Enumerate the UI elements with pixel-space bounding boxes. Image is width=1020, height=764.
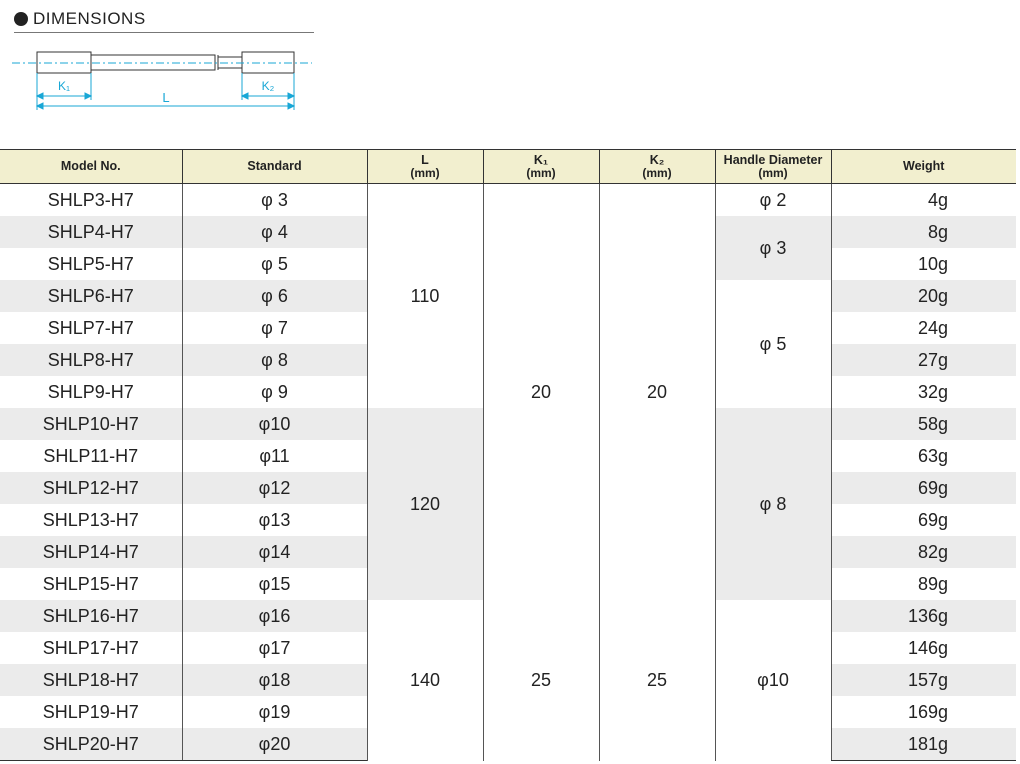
handle-cell: φ10 <box>715 600 831 761</box>
weight-cell: 136g <box>831 600 1016 632</box>
model-cell: SHLP15-H7 <box>0 568 182 600</box>
l-cell: 140 <box>367 600 483 761</box>
standard-cell: φ12 <box>182 472 367 504</box>
standard-cell: φ 5 <box>182 248 367 280</box>
standard-cell: φ19 <box>182 696 367 728</box>
standard-cell: φ20 <box>182 728 367 761</box>
header-k2 <box>599 150 715 184</box>
header-k1-unit: (mm) <box>526 165 556 180</box>
weight-cell: 169g <box>831 696 1016 728</box>
weight-cell: 69g <box>831 504 1016 536</box>
model-cell: SHLP11-H7 <box>0 440 182 472</box>
handle-cell: φ 8 <box>715 408 831 600</box>
standard-cell: φ18 <box>182 664 367 696</box>
model-cell: SHLP13-H7 <box>0 504 182 536</box>
standard-cell: φ17 <box>182 632 367 664</box>
weight-cell: 181g <box>831 728 1016 761</box>
weight-cell: 27g <box>831 344 1016 376</box>
section-header <box>14 6 314 33</box>
label-k1: K₁ <box>57 79 71 93</box>
weight-cell: 89g <box>831 568 1016 600</box>
standard-cell: φ14 <box>182 536 367 568</box>
model-cell: SHLP6-H7 <box>0 280 182 312</box>
header-k1-label: K₁ <box>533 152 549 167</box>
arrow-icon <box>288 103 294 109</box>
arrow-icon <box>288 93 294 99</box>
model-cell: SHLP17-H7 <box>0 632 182 664</box>
model-cell: SHLP12-H7 <box>0 472 182 504</box>
arrow-icon <box>242 93 248 99</box>
header-l <box>367 150 483 184</box>
header-weight: Weight <box>831 150 1016 184</box>
arrow-icon <box>37 93 43 99</box>
standard-cell: φ11 <box>182 440 367 472</box>
model-cell: SHLP7-H7 <box>0 312 182 344</box>
weight-cell: 10g <box>831 248 1016 280</box>
arrow-icon <box>37 103 43 109</box>
header-model: Model No. <box>0 150 182 184</box>
k2-cell: 25 <box>599 600 715 761</box>
k1-cell: 20 <box>483 184 599 601</box>
weight-cell: 157g <box>831 664 1016 696</box>
weight-cell: 24g <box>831 312 1016 344</box>
weight-cell: 4g <box>831 184 1016 217</box>
standard-cell: φ13 <box>182 504 367 536</box>
model-cell: SHLP8-H7 <box>0 344 182 376</box>
header-l-unit: (mm) <box>410 165 440 180</box>
header-k2-unit: (mm) <box>642 165 672 180</box>
weight-cell: 146g <box>831 632 1016 664</box>
model-cell: SHLP4-H7 <box>0 216 182 248</box>
dimension-diagram <box>0 40 330 120</box>
header-k2-label: K₂ <box>649 152 665 167</box>
model-cell: SHLP9-H7 <box>0 376 182 408</box>
model-cell: SHLP3-H7 <box>0 184 182 217</box>
standard-cell: φ10 <box>182 408 367 440</box>
model-cell: SHLP14-H7 <box>0 536 182 568</box>
k1-cell: 25 <box>483 600 599 761</box>
model-cell: SHLP18-H7 <box>0 664 182 696</box>
filled-circle-icon <box>14 12 28 26</box>
handle-cell: φ 3 <box>715 216 831 280</box>
model-cell: SHLP19-H7 <box>0 696 182 728</box>
l-cell: 120 <box>367 408 483 600</box>
table-row <box>0 184 1016 217</box>
standard-cell: φ 7 <box>182 312 367 344</box>
model-cell: SHLP5-H7 <box>0 248 182 280</box>
dimensions-table <box>0 149 1016 761</box>
model-cell: SHLP10-H7 <box>0 408 182 440</box>
header-handle-unit: (mm) <box>758 165 788 180</box>
weight-cell: 58g <box>831 408 1016 440</box>
model-cell: SHLP16-H7 <box>0 600 182 632</box>
handle-cell: φ 2 <box>715 184 831 217</box>
standard-cell: φ15 <box>182 568 367 600</box>
label-l: L <box>162 90 170 105</box>
standard-cell: φ16 <box>182 600 367 632</box>
label-k2: K₂ <box>261 79 275 93</box>
model-cell: SHLP20-H7 <box>0 728 182 761</box>
weight-cell: 69g <box>831 472 1016 504</box>
standard-cell: φ 4 <box>182 216 367 248</box>
weight-cell: 63g <box>831 440 1016 472</box>
l-cell: 110 <box>367 184 483 409</box>
standard-cell: φ 6 <box>182 280 367 312</box>
header-k1 <box>483 150 599 184</box>
weight-cell: 8g <box>831 216 1016 248</box>
weight-cell: 20g <box>831 280 1016 312</box>
weight-cell: 32g <box>831 376 1016 408</box>
weight-cell: 82g <box>831 536 1016 568</box>
header-standard: Standard <box>182 150 367 184</box>
table-row <box>0 600 1016 632</box>
standard-cell: φ 9 <box>182 376 367 408</box>
header-handle-diameter <box>715 150 831 184</box>
section-title: DIMENSIONS <box>33 9 146 28</box>
handle-cell: φ 5 <box>715 280 831 408</box>
header-l-label: L <box>421 152 429 167</box>
standard-cell: φ 3 <box>182 184 367 217</box>
table-header-row <box>0 150 1016 184</box>
k2-cell: 20 <box>599 184 715 601</box>
arrow-icon <box>85 93 91 99</box>
standard-cell: φ 8 <box>182 344 367 376</box>
header-handle-label: Handle Diameter <box>723 152 823 167</box>
